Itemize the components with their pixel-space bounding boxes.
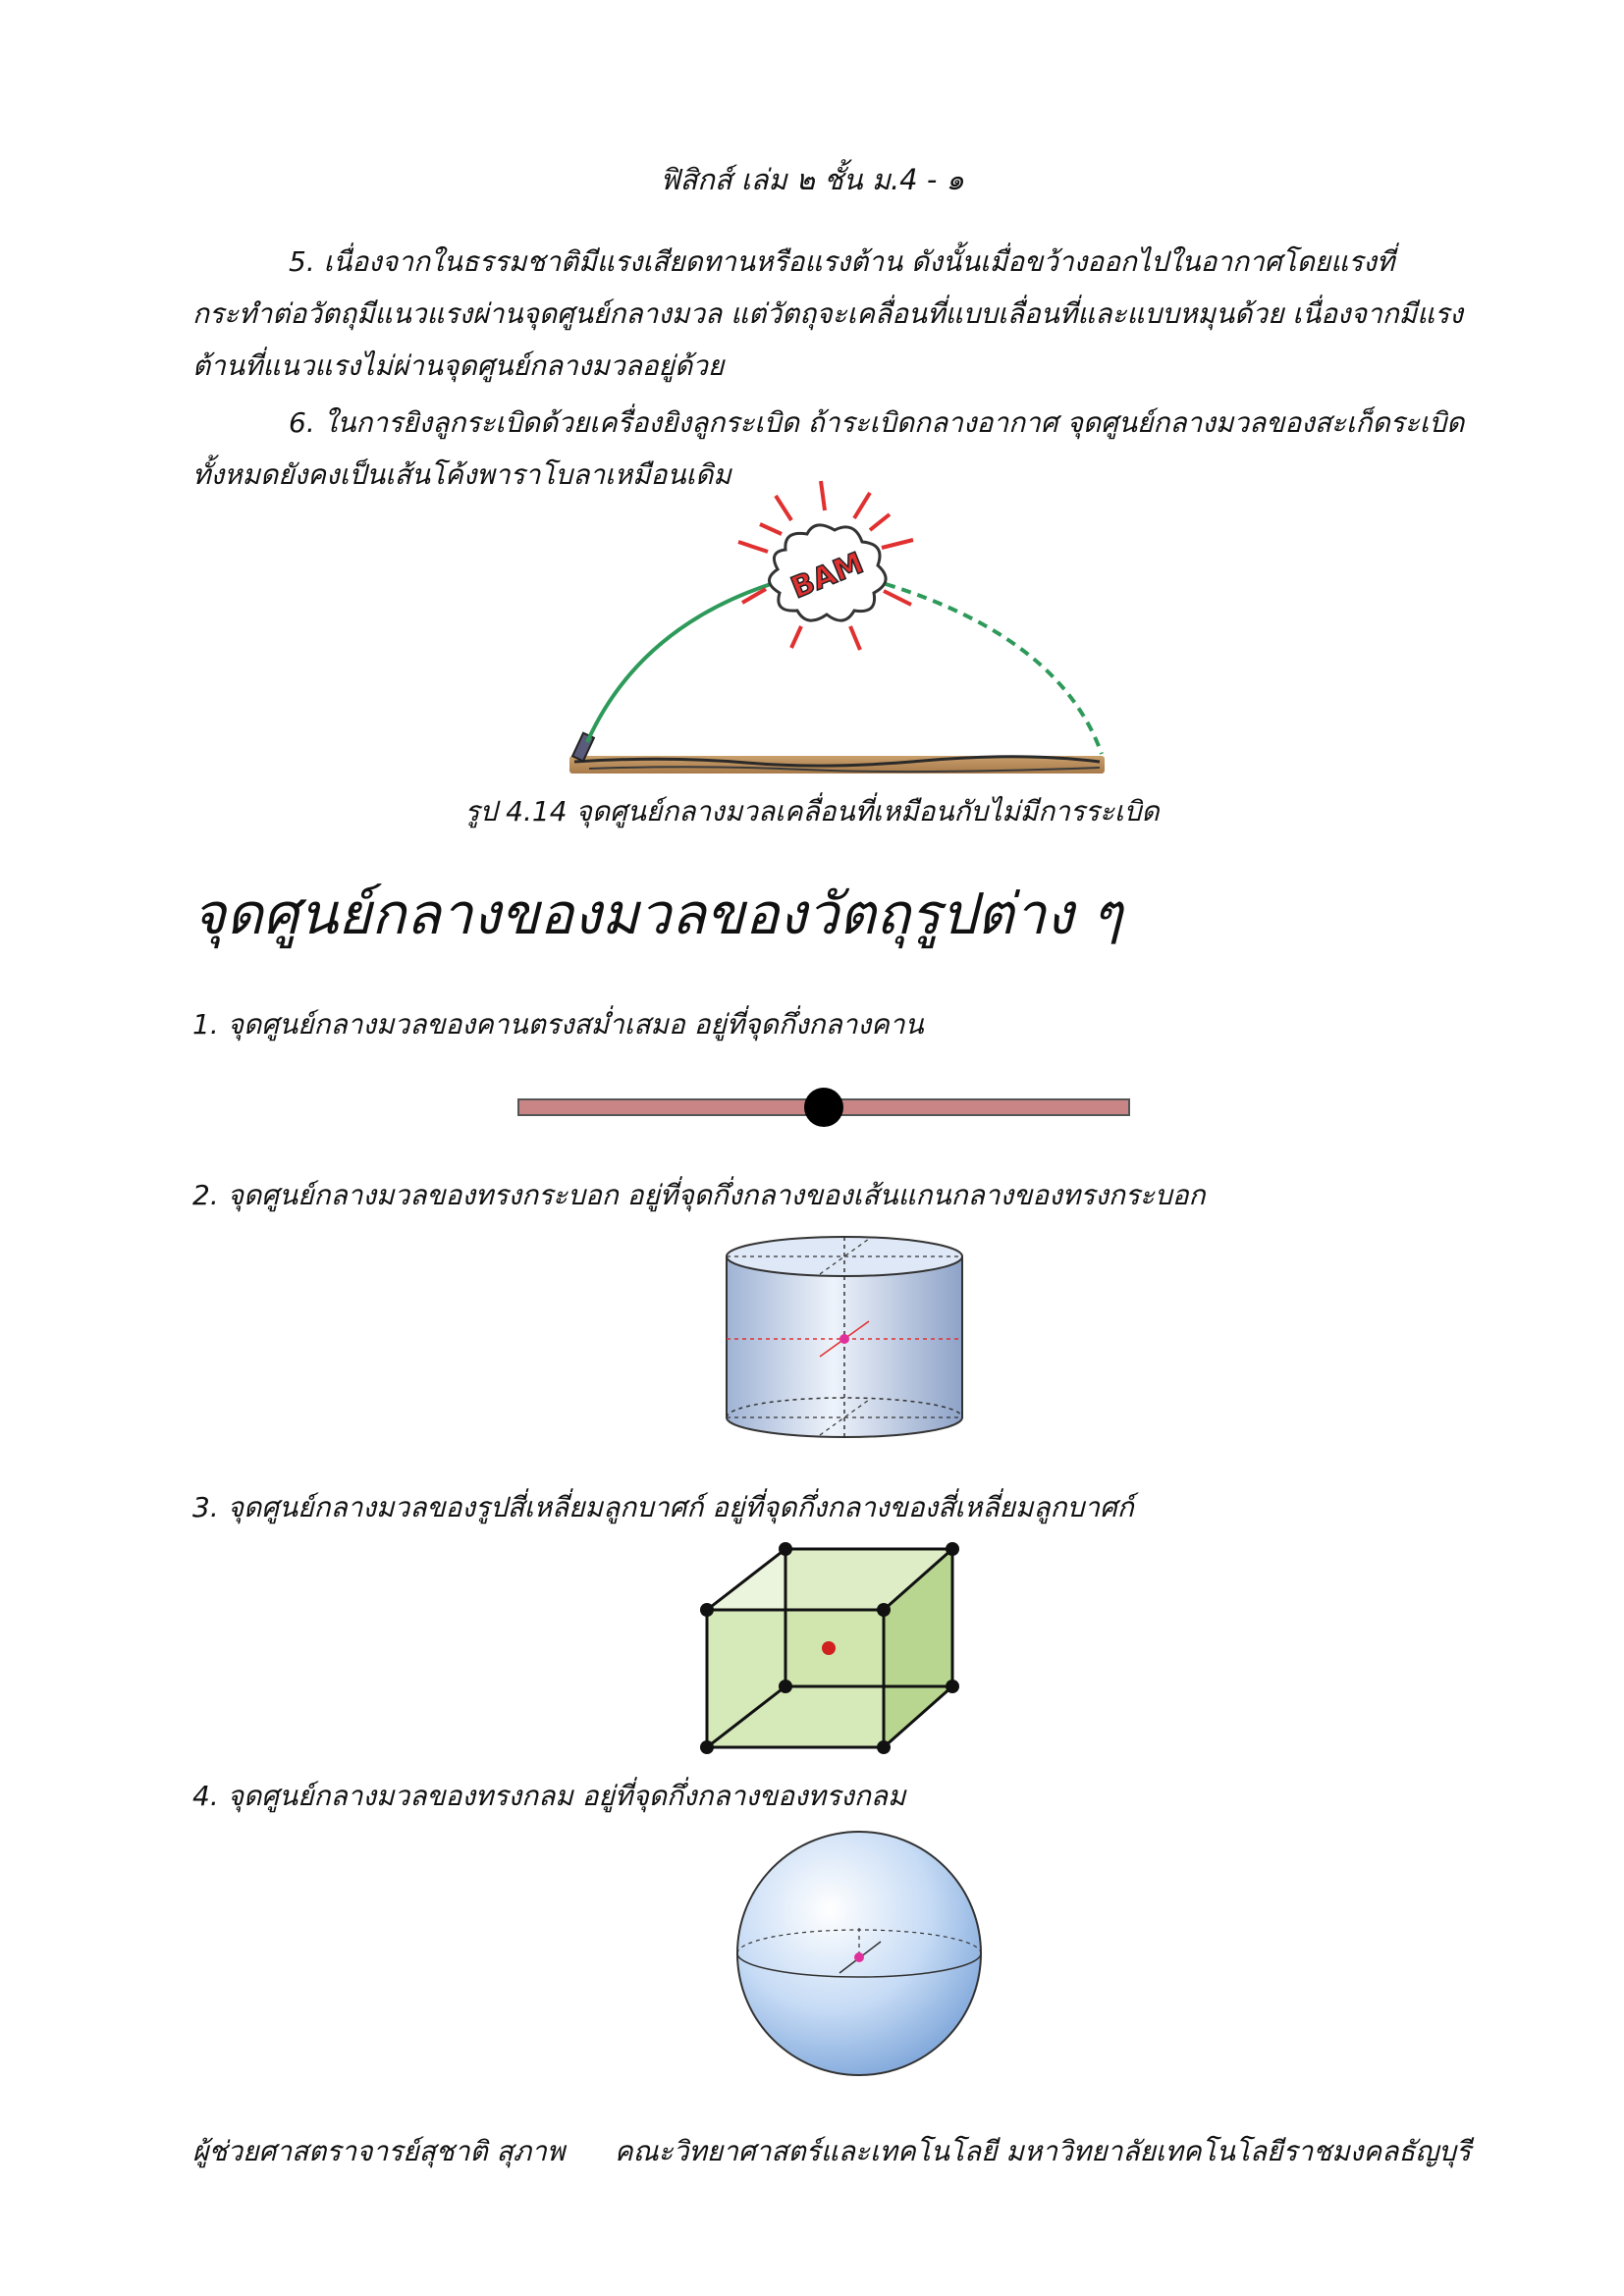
footer-institution: คณะวิทยาศาสตร์และเทคโนโลยี มหาวิทยาลัยเทคโนโลยีราชมงคลธัญบุรี [614,2135,1471,2167]
sphere-center-of-mass [854,1952,864,1962]
trajectory-before-explosion [587,584,771,742]
paragraph-6-text: 6. ในการยิงลูกระเบิดด้วยเครื่องยิงลูกระเบิด ถ้าระเบิดกลางอากาศ จุดศูนย์กลางมวลของสะเก็ดระเบิดทั้งหมดยังคงเป็นเส้นโค้งพาราโบลาเหมือนเดิม [192,406,1465,491]
trajectory-after-explosion [886,584,1102,754]
cylinder-figure [717,1229,972,1445]
cube-figure [687,1539,972,1765]
paragraph-5 [192,236,1471,392]
projectile-explosion-figure [550,491,1139,785]
paragraph-5-text: 5. เนื่องจากในธรรมชาติมีแรงเสียดทานหรือแรงต้าน ดังนั้นเมื่อขว้างออกไปในอากาศโดยแรงที่กระทำต่อวัตถุมีแนวแรงผ่านจุดศูนย์กลางมวล แต่วัตถุจะเคลื่อนที่แบบเลื่อนที่และแบบหมุนด้วย เนื่องจากมีแรงต้านที่แนวแรงไม่ผ่านจุดศูนย์กลางมวลอยู่ด้วย [192,245,1463,382]
sphere-figure [731,1826,987,2081]
item-2-text: 2. จุดศูนย์กลางมวลของทรงกระบอก อยู่ที่จุดกึ่งกลางของเส้นแกนกลางของทรงกระบอก [192,1179,1206,1211]
item-1-text: 1. จุดศูนย์กลางมวลของคานตรงสม่ำเสมอ อยู่ที่จุดกึ่งกลางคาน [192,1008,924,1041]
cylinder-center-of-mass [839,1334,849,1344]
page-header: ฟิสิกส์ เล่ม ๒ ชั้น ม.4 - ๑ [660,163,964,196]
item-4-text: 4. จุดศูนย์กลางมวลของทรงกลม อยู่ที่จุดกึ่งกลางของทรงกลม [192,1780,906,1812]
paragraph-6 [192,397,1471,501]
explosion-label: BAM [785,546,869,607]
figure-caption: รูป 4.14 จุดศูนย์กลางมวลเคลื่อนที่เหมือนกับไม่มีการระเบิด [464,795,1160,828]
section-title: จุดศูนย์กลางของมวลของวัตถุรูปต่าง ๆ [192,881,1123,947]
footer-author: ผู้ช่วยศาสตราจารย์สุชาติ สุภาพ [192,2135,566,2167]
uniform-beam-figure [516,1084,1131,1131]
cube-center-of-mass [822,1641,836,1655]
item-3-text: 3. จุดศูนย์กลางมวลของรูปสี่เหลี่ยมลูกบาศก์ อยู่ที่จุดกึ่งกลางของสี่เหลี่ยมลูกบาศก์ [192,1491,1134,1523]
beam-center-of-mass [804,1088,843,1127]
